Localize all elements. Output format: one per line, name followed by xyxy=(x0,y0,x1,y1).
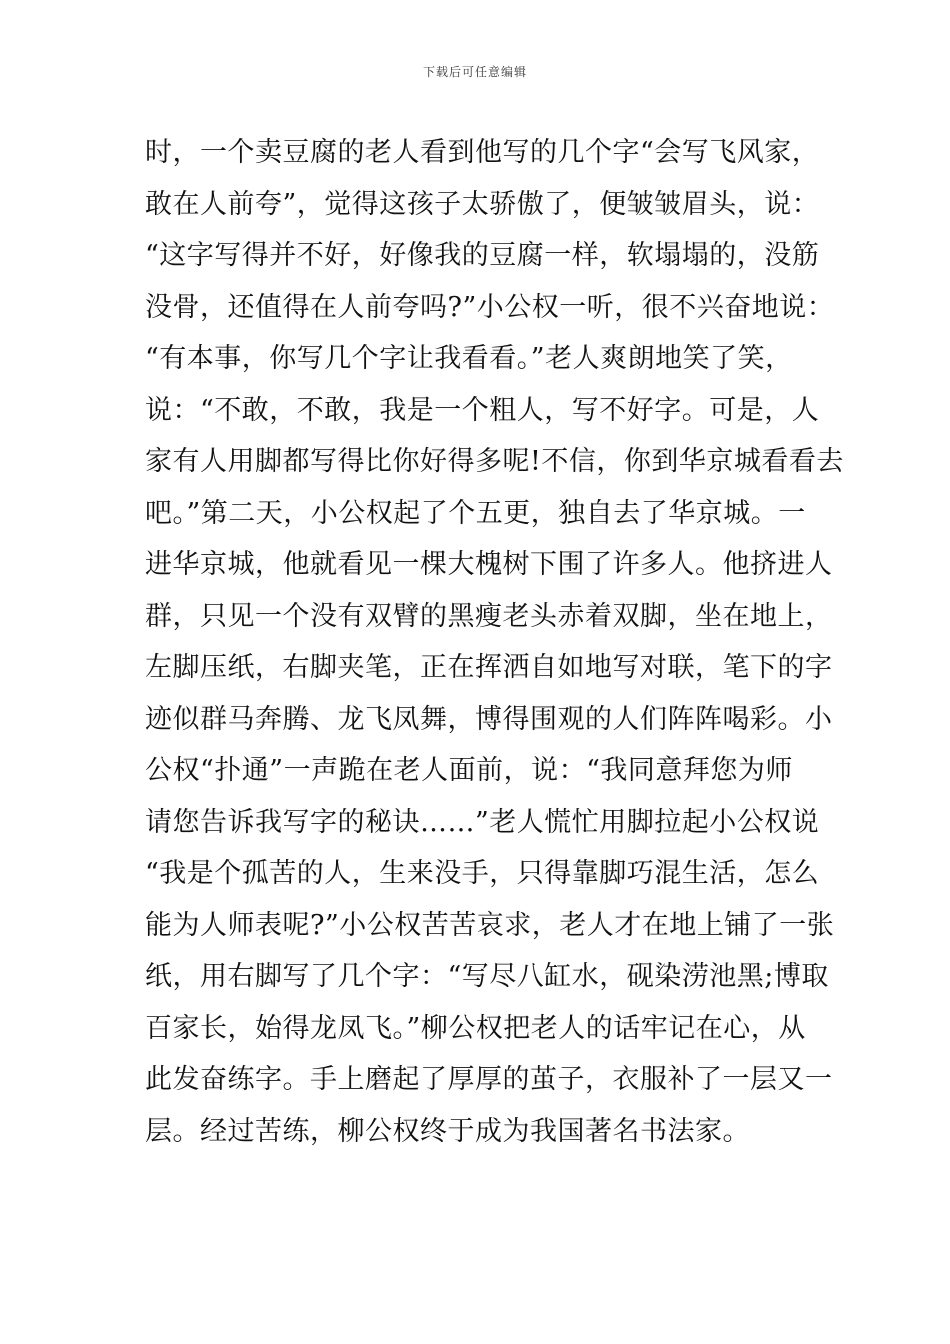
text-line-2: 敢在人前夸”，觉得这孩子太骄傲了，便皱皱眉头，说： xyxy=(145,188,820,220)
text-line-13: 公权“扑通”一声跪在老人面前，说：“我同意拜您为师 xyxy=(145,755,793,786)
text-line-7: 家有人用脚都写得比你好得多呢!不信，你到华京城看看去 xyxy=(145,446,844,477)
text-line-1: 时，一个卖豆腐的老人看到他写的几个字“会写飞风家， xyxy=(145,137,820,168)
body-text xyxy=(145,127,844,1157)
text-line-10: 群，只见一个没有双臂的黑瘦老头赤着双脚，坐在地上， xyxy=(145,600,833,632)
text-line-19: 此发奋练字。手上磨起了厚厚的茧子，衣服补了一层又一 xyxy=(145,1064,833,1095)
text-line-3: “这字写得并不好，好像我的豆腐一样，软塌塌的，没筋 xyxy=(145,240,820,271)
text-line-12: 迹似群马奔腾、龙飞凤舞，博得围观的人们阵阵喝彩。小 xyxy=(145,703,833,735)
text-line-17: 纸，用右脚写了几个字：“写尽八缸水，砚染涝池黑;博取 xyxy=(145,961,829,992)
text-line-8: 吧。”第二天，小公权起了个五更，独自去了华京城。一 xyxy=(145,497,806,529)
text-line-18: 百家长，始得龙凤飞。”柳公权把老人的话牢记在心，从 xyxy=(145,1012,806,1044)
text-line-11: 左脚压纸，右脚夹笔，正在挥洒自如地写对联，笔下的字 xyxy=(145,652,833,683)
text-line-6: 说：“不敢，不敢，我是一个粗人，写不好字。可是，人 xyxy=(145,394,820,426)
page-header: 下载后可任意编辑 xyxy=(422,65,527,79)
text-line-20: 层。经过苦练，柳公权终于成为我国著名书法家。 xyxy=(145,1115,750,1147)
text-line-4: 没骨，还值得在人前夸吗?”小公权一听，很不兴奋地说： xyxy=(145,291,835,323)
text-line-9: 进华京城，他就看见一棵大槐树下围了许多人。他挤进人 xyxy=(145,549,833,580)
text-line-14: 请您告诉我写字的秘诀……”老人慌忙用脚拉起小公权说 xyxy=(145,806,820,838)
text-line-15: “我是个孤苦的人，生来没手，只得靠脚巧混生活，怎么 xyxy=(145,858,820,889)
text-line-16: 能为人师表呢?”小公权苦苦哀求，老人才在地上铺了一张 xyxy=(145,909,835,941)
text-line-5: “有本事，你写几个字让我看看。”老人爽朗地笑了笑， xyxy=(145,343,793,374)
